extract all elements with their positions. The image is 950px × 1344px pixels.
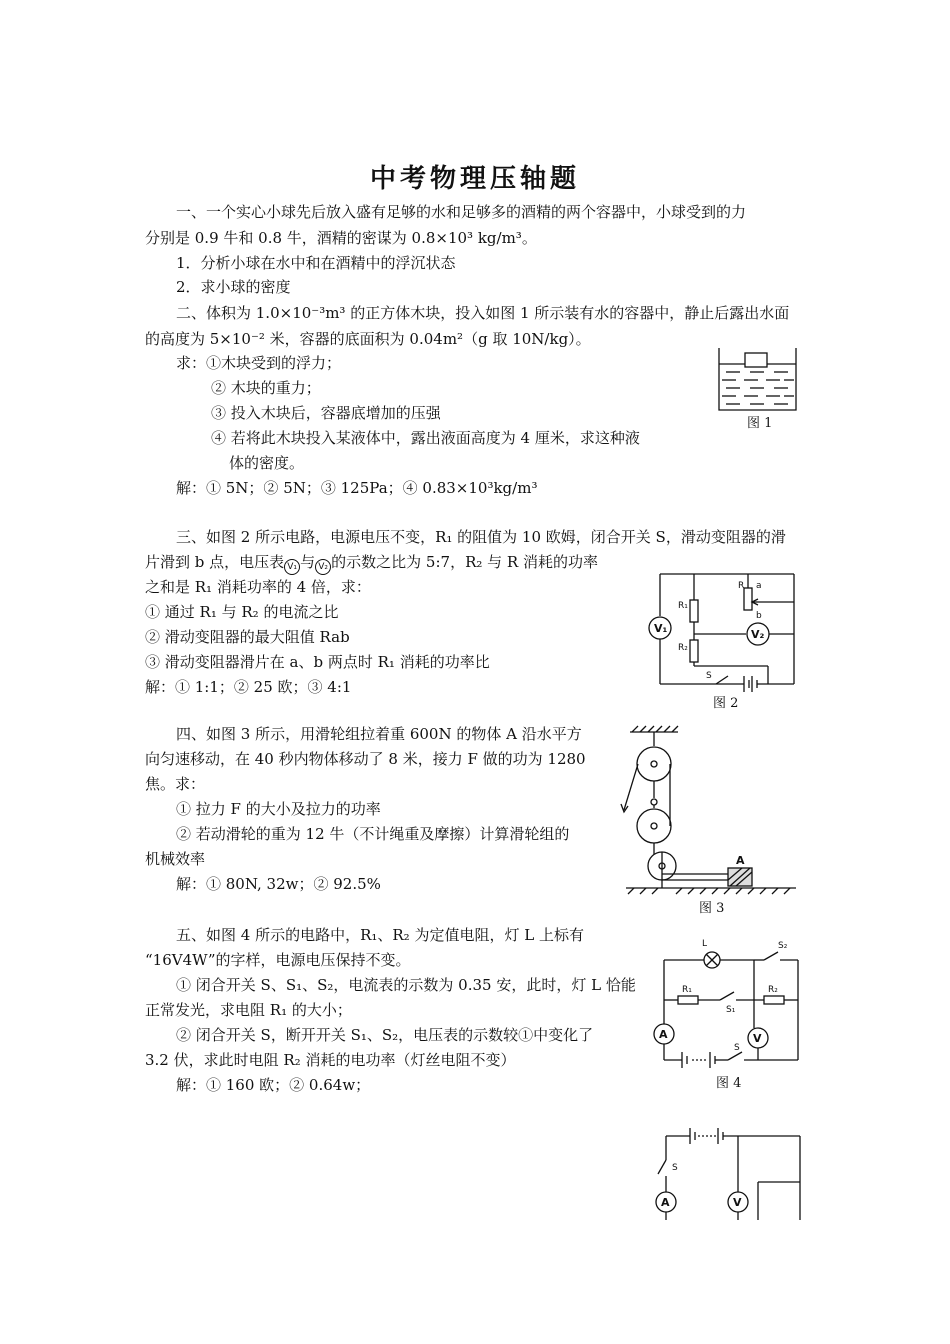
- q1-line-2: 分别是 0.9 牛和 0.8 牛，酒精的密谋为 0.8×10³ kg/m³。: [145, 229, 537, 247]
- q5-line-2: “16V4W”的字样，电源电压保持不变。: [145, 951, 411, 969]
- q5-line-6: 3.2 伏，求此时电阻 R₂ 消耗的电功率（灯丝电阻不变）: [145, 1051, 516, 1069]
- q3-line-2c: 的示数之比为 5:7，R₂ 与 R 消耗的功率: [331, 553, 598, 571]
- fig2-s-label: S: [706, 671, 712, 681]
- fig4-r2-label: R₂: [768, 985, 778, 995]
- q5-answer: 解：① 160 欧；② 0.64w；: [176, 1076, 371, 1094]
- q2-line-1: 二、体积为 1.0×10⁻³m³ 的正方体木块，投入如图 1 所示装有水的容器中，静止后露出水面: [176, 304, 790, 322]
- figure-3-caption: 图 3: [699, 901, 725, 916]
- q1-line-1: 一、一个实心小球先后放入盛有足够的水和足够多的酒精的两个容器中，小球受到的力: [176, 203, 747, 221]
- q1-line-4: 2．求小球的密度: [176, 278, 291, 296]
- q1-line-3: 1．分析小球在水中和在酒精中的浮沉状态: [176, 254, 456, 272]
- q2-answer: 解：① 5N；② 5N；③ 125Pa；④ 0.83×10³kg/m³: [176, 479, 538, 497]
- figure-1-container-diagram: [718, 346, 798, 414]
- q5-line-5: ② 闭合开关 S，断开开关 S₁、S₂，电压表的示数较①中变化了: [176, 1026, 594, 1044]
- q3-line-6: ③ 滑动变阻器滑片在 a、b 两点时 R₁ 消耗的功率比: [145, 653, 490, 671]
- fig2-v2-label: V₂: [751, 628, 765, 641]
- figure-4-circuit-diagram: [654, 938, 804, 1070]
- fig4-r1-label: R₁: [682, 985, 692, 995]
- q2-line-2: 的高度为 5×10⁻² 米，容器的底面积为 0.04m²（g 取 10N/kg）。: [145, 330, 591, 348]
- fig2-b-label: b: [756, 611, 762, 621]
- q4-line-6: 机械效率: [145, 850, 206, 868]
- q3-answer: 解：① 1:1；② 25 欧；③ 4:1: [145, 678, 352, 696]
- q2-line-5: ③ 投入木块后，容器底增加的压强: [211, 404, 441, 422]
- q4-answer: 解：① 80N, 32w；② 92.5%: [176, 875, 381, 893]
- q4-line-4: ① 拉力 F 的大小及拉力的功率: [176, 800, 381, 818]
- fig4-voltmeter-label: V: [753, 1032, 762, 1045]
- q4-line-2: 向匀速移动，在 40 秒内物体移动了 8 米，接力 F 做的功为 1280: [145, 750, 586, 768]
- figure-2-circuit-diagram: [648, 570, 798, 690]
- q3-line-4: ① 通过 R₁ 与 R₂ 的电流之比: [145, 603, 339, 621]
- partial-voltmeter-label: V: [733, 1196, 742, 1209]
- partial-s-label: S: [672, 1163, 678, 1173]
- voltmeter-v1-symbol: V₁: [284, 559, 300, 575]
- q2-line-6: ④ 若将此木块投入某液体中，露出液面高度为 4 厘米，求这种液: [211, 429, 640, 447]
- voltmeter-v2-symbol: V₂: [315, 559, 331, 575]
- q2-line-4: ② 木块的重力；: [211, 379, 321, 397]
- fig4-s-label: S: [734, 1043, 740, 1053]
- fig3-block-a-label: A: [736, 854, 745, 867]
- q4-line-5: ② 若动滑轮的重为 12 牛（不计绳重及摩擦）计算滑轮组的: [176, 825, 570, 843]
- figure-4-caption: 图 4: [716, 1076, 742, 1091]
- q2-line-7: 体的密度。: [229, 454, 305, 472]
- partial-ammeter-label: A: [661, 1196, 670, 1209]
- fig4-s2-label: S₂: [778, 941, 788, 951]
- q5-line-4: 正常发光，求电阻 R₁ 的大小；: [145, 1001, 352, 1019]
- q3-line-5: ② 滑动变阻器的最大阻值 Rab: [145, 628, 350, 646]
- fig2-r1-label: R₁: [678, 601, 688, 611]
- partial-circuit-diagram: [654, 1126, 804, 1222]
- fig4-lamp-label: L: [702, 939, 708, 949]
- q4-line-3: 焦。求：: [145, 775, 206, 793]
- figure-1-caption: 图 1: [747, 416, 773, 431]
- q2-line-3: 求：①木块受到的浮力；: [176, 354, 342, 372]
- fig2-r2-label: R₂: [678, 643, 688, 653]
- q3-line-2: [145, 552, 598, 575]
- fig4-ammeter-label: A: [659, 1028, 668, 1041]
- fig4-s1-label: S₁: [726, 1005, 736, 1015]
- figure-2-caption: 图 2: [713, 696, 739, 711]
- page-title: 中考物理压轴题: [369, 164, 580, 194]
- fig2-v1-label: V₁: [654, 622, 668, 635]
- fig2-r-label: R: [738, 581, 745, 591]
- figure-3-pulley-diagram: [618, 726, 798, 898]
- q5-line-1: 五、如图 4 所示的电路中，R₁、R₂ 为定值电阻，灯 L 上标有: [176, 926, 584, 944]
- q5-line-3: ① 闭合开关 S、S₁、S₂，电流表的示数为 0.35 安，此时，灯 L 恰能: [176, 976, 636, 994]
- q3-line-3: 之和是 R₁ 消耗功率的 4 倍，求：: [145, 578, 371, 596]
- q3-line-2a: 片滑到 b 点，电压表: [145, 553, 285, 571]
- fig2-a-label: a: [756, 581, 762, 591]
- q4-line-1: 四、如图 3 所示，用滑轮组拉着重 600N 的物体 A 沿水平方: [176, 725, 582, 743]
- q3-line-1: 三、如图 2 所示电路，电源电压不变，R₁ 的阻值为 10 欧姆，闭合开关 S，滑动变阻器的滑: [176, 528, 786, 546]
- q3-line-2b: 与: [300, 553, 316, 571]
